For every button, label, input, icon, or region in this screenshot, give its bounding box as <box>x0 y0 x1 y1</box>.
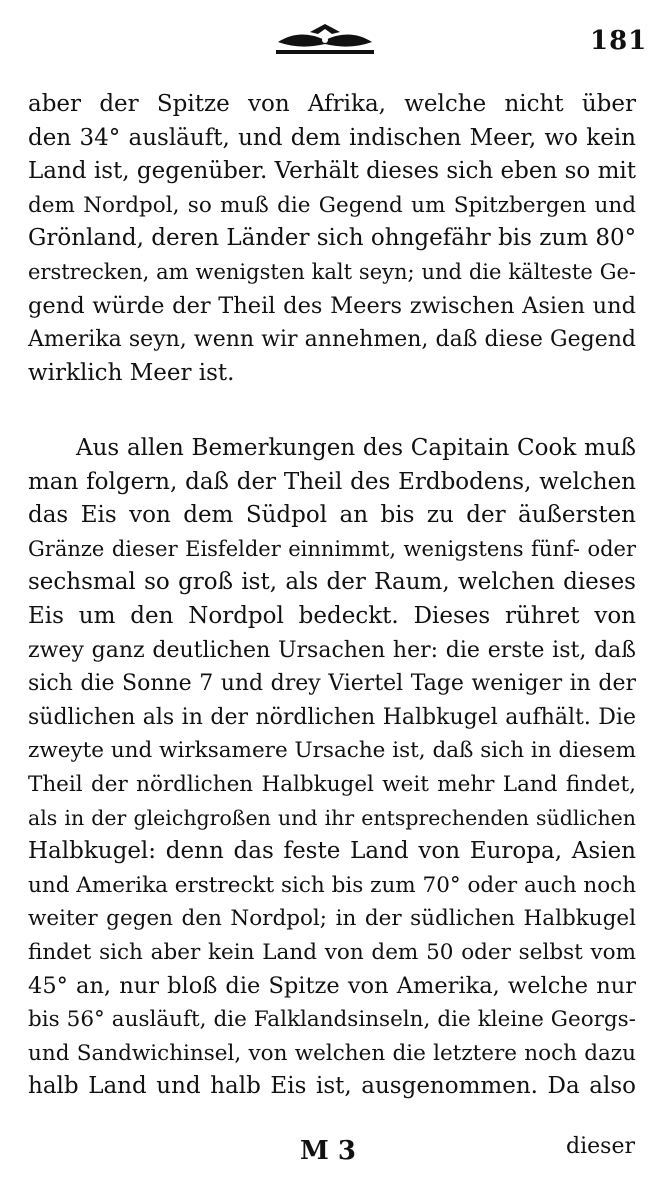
text-line: Aus allen Bemerkungen des Capitain Cook muß <box>76 435 636 461</box>
text-line: 45° an, nur bloß die Spitze von Amerika, welche nur <box>28 972 636 999</box>
text-line: Eis um den Nordpol bedeckt. Dieses rühret von <box>28 602 636 629</box>
text-line: findet sich aber kein Land von dem 50 oder selbst vom <box>28 939 636 965</box>
text-line: zweyte und wirksamere Ursache ist, daß sich in diesem <box>28 738 636 764</box>
text-line: Amerika seyn, wenn wir annehmen, daß diese Gegend <box>28 327 636 353</box>
text-line: zwey ganz deutlichen Ursachen her: die erste ist, daß <box>28 637 636 663</box>
text-line: aber der Spitze von Afrika, welche nicht über <box>28 91 636 117</box>
page-number: 181 <box>590 26 648 56</box>
catchword: dieser <box>566 1134 635 1159</box>
text-line: man folgern, daß der Theil des Erdbodens, welchen <box>28 468 636 495</box>
text-line: dem Nordpol, so muß die Gegend um Spitzbergen und <box>28 192 636 218</box>
text-line: halb Land und halb Eis ist, ausgenommen. Da also <box>28 1073 636 1100</box>
text-line: sich die Sonne 7 und drey Viertel Tage weniger in der <box>28 671 636 697</box>
text-line: als in der gleichgroßen und ihr entsprechenden südlichen <box>28 805 636 830</box>
text-line: das Eis von dem Südpol an bis zu der äußersten <box>28 502 636 529</box>
text-line: wirklich Meer ist. <box>28 359 235 386</box>
text-line: bis 56° ausläuft, die Falklandsinseln, die kleine Georgs- <box>28 1007 636 1033</box>
text-line: Halbkugel: denn das feste Land von Europa, Asien <box>28 838 636 865</box>
text-line: den 34° ausläuft, und dem indischen Meer, wo kein <box>28 124 636 151</box>
signature-mark: M 3 <box>300 1136 356 1166</box>
paragraph-2 <box>28 432 636 1104</box>
text-line: Theil der nördlichen Halbkugel weit mehr Land findet, <box>28 771 636 797</box>
paragraph-1 <box>28 88 636 390</box>
text-line: Grönland, deren Länder sich ohngefähr bis zum 80° <box>28 225 637 252</box>
text-line: gend würde der Theil des Meers zwischen Asien und <box>28 292 636 319</box>
text-line: und Sandwichinsel, von welchen die letztere noch dazu <box>28 1040 636 1066</box>
text-line: Gränze dieser Eisfelder einnimmt, wenigstens fünf- oder <box>28 536 636 561</box>
text-line: erstrecken, am wenigsten kalt seyn; und die kälteste Ge- <box>28 259 636 284</box>
text-line: südlichen als in der nördlichen Halbkugel aufhält. Die <box>28 704 636 730</box>
text-line: weiter gegen den Nordpol; in der südlichen Halbkugel <box>28 906 636 932</box>
text-line: und Amerika erstreckt sich bis zum 70° oder auch noch <box>28 872 637 898</box>
text-line: Land ist, gegenüber. Verhält dieses sich eben so mit <box>28 158 636 185</box>
printer-ornament <box>270 20 380 60</box>
text-line: sechsmal so groß ist, als der Raum, welchen dieses <box>28 569 636 596</box>
